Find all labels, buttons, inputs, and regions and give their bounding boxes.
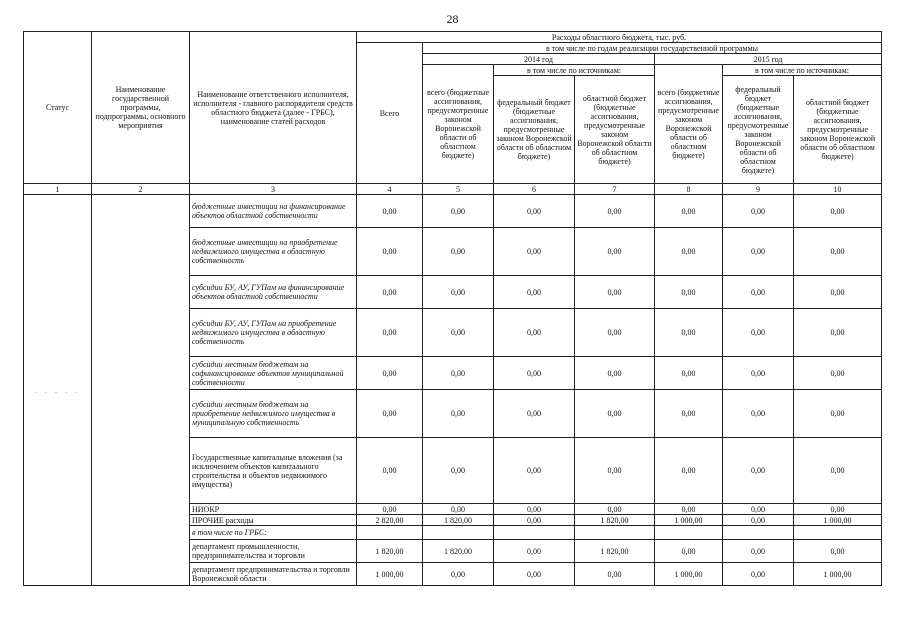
value-cell: 0,00 bbox=[357, 276, 423, 309]
value-cell: 0,00 bbox=[655, 540, 723, 563]
row-label: бюджетные инвестиции на финансирование объектов областной собственности bbox=[190, 195, 357, 228]
value-cell: 0,00 bbox=[494, 390, 575, 438]
value-cell bbox=[494, 526, 575, 540]
value-cell: 0,00 bbox=[357, 438, 423, 504]
value-cell: 0,00 bbox=[494, 540, 575, 563]
row-label: департамент промышленности, предпринимательства и торговли bbox=[190, 540, 357, 563]
value-cell: 1 000,00 bbox=[655, 563, 723, 586]
header-year-2015: 2015 год bbox=[655, 54, 882, 65]
col-number: 7 bbox=[575, 184, 655, 195]
value-cell: 0,00 bbox=[723, 276, 794, 309]
value-cell: 0,00 bbox=[723, 357, 794, 390]
value-cell: 0,00 bbox=[723, 438, 794, 504]
value-cell: 0,00 bbox=[655, 438, 723, 504]
value-cell: 0,00 bbox=[723, 504, 794, 515]
page-number: 28 bbox=[446, 12, 459, 26]
budget-table bbox=[23, 31, 882, 586]
value-cell: 0,00 bbox=[494, 563, 575, 586]
col-number: 9 bbox=[723, 184, 794, 195]
value-cell: 0,00 bbox=[723, 195, 794, 228]
table-row bbox=[24, 195, 882, 228]
value-cell: 0,00 bbox=[655, 228, 723, 276]
value-cell bbox=[655, 526, 723, 540]
header-2015-regional: областной бюджет (бюджетные ассигнования, предусмотренные законом Воронежской области об областном бюджете) bbox=[794, 76, 882, 184]
value-cell: 0,00 bbox=[794, 276, 882, 309]
status-cell: . . . . . bbox=[24, 195, 92, 586]
value-cell: 0,00 bbox=[494, 515, 575, 526]
value-cell: 0,00 bbox=[794, 438, 882, 504]
header-by-years: в том числе по годам реализации государственной программы bbox=[423, 43, 882, 54]
value-cell: 0,00 bbox=[794, 228, 882, 276]
row-label: НИОКР bbox=[190, 504, 357, 515]
value-cell: 0,00 bbox=[357, 504, 423, 515]
value-cell: 0,00 bbox=[655, 357, 723, 390]
row-label: департамент предпринимательства и торговли Воронежской области bbox=[190, 563, 357, 586]
value-cell: 0,00 bbox=[423, 504, 494, 515]
value-cell bbox=[723, 526, 794, 540]
value-cell: 0,00 bbox=[357, 195, 423, 228]
value-cell: 1 820,00 bbox=[357, 540, 423, 563]
value-cell: 0,00 bbox=[423, 438, 494, 504]
value-cell: 0,00 bbox=[723, 309, 794, 357]
value-cell: 1 820,00 bbox=[423, 540, 494, 563]
value-cell: 0,00 bbox=[575, 563, 655, 586]
value-cell: 0,00 bbox=[357, 309, 423, 357]
value-cell: 0,00 bbox=[655, 276, 723, 309]
value-cell: 0,00 bbox=[423, 276, 494, 309]
value-cell: 0,00 bbox=[423, 390, 494, 438]
value-cell: 0,00 bbox=[794, 357, 882, 390]
value-cell: 0,00 bbox=[494, 504, 575, 515]
value-cell: 0,00 bbox=[794, 195, 882, 228]
value-cell: 0,00 bbox=[494, 438, 575, 504]
value-cell: 0,00 bbox=[423, 228, 494, 276]
header-2014-regional: областной бюджет (бюджетные ассигнования, предусмотренные законом Воронежской области об областном бюджете) bbox=[575, 76, 655, 184]
value-cell bbox=[423, 526, 494, 540]
row-label: субсидии местным бюджетам на приобретение недвижимого имущества в муниципальную собственность bbox=[190, 390, 357, 438]
value-cell: 0,00 bbox=[494, 309, 575, 357]
value-cell: 0,00 bbox=[575, 390, 655, 438]
value-cell: 1 000,00 bbox=[357, 563, 423, 586]
value-cell: 0,00 bbox=[357, 228, 423, 276]
header-program-name: Наименование государственной программы, подпрограммы, основного мероприятия bbox=[92, 32, 190, 184]
value-cell: 0,00 bbox=[423, 195, 494, 228]
row-label: бюджетные инвестиции на приобретение недвижимого имущества в областную собственность bbox=[190, 228, 357, 276]
col-number: 8 bbox=[655, 184, 723, 195]
value-cell: 1 000,00 bbox=[794, 563, 882, 586]
col-number: 1 bbox=[24, 184, 92, 195]
value-cell: 0,00 bbox=[494, 195, 575, 228]
value-cell: 0,00 bbox=[494, 276, 575, 309]
row-label: ПРОЧИЕ расходы bbox=[190, 515, 357, 526]
value-cell: 0,00 bbox=[655, 504, 723, 515]
header-2014-all: всего (бюджетные ассигнования, предусмотренные законом Воронежской области об областном бюджете) bbox=[423, 65, 494, 184]
value-cell: 0,00 bbox=[357, 357, 423, 390]
row-label: в том числе по ГРБС: bbox=[190, 526, 357, 540]
value-cell: 0,00 bbox=[723, 540, 794, 563]
header-total: Всего bbox=[357, 43, 423, 184]
value-cell: 0,00 bbox=[357, 390, 423, 438]
row-label: субсидии местным бюджетам на софинансирование объектов муниципальной собственности bbox=[190, 357, 357, 390]
value-cell: 0,00 bbox=[575, 357, 655, 390]
value-cell: 0,00 bbox=[494, 357, 575, 390]
col-number: 4 bbox=[357, 184, 423, 195]
value-cell: 0,00 bbox=[423, 309, 494, 357]
col-number: 2 bbox=[92, 184, 190, 195]
header-2015-all: всего (бюджетные ассигнования, предусмотренные законом Воронежской области об областном бюджете) bbox=[655, 65, 723, 184]
value-cell: 1 820,00 bbox=[575, 540, 655, 563]
value-cell: 0,00 bbox=[423, 563, 494, 586]
header-year-2014: 2014 год bbox=[423, 54, 655, 65]
value-cell: 1 820,00 bbox=[575, 515, 655, 526]
row-label: субсидии БУ, АУ, ГУПам на финансирование объектов областной собственности bbox=[190, 276, 357, 309]
value-cell bbox=[357, 526, 423, 540]
header-title: Расходы областного бюджета, тыс. руб. bbox=[357, 32, 882, 43]
value-cell: 0,00 bbox=[794, 540, 882, 563]
value-cell: 0,00 bbox=[423, 357, 494, 390]
value-cell: 0,00 bbox=[655, 390, 723, 438]
value-cell bbox=[575, 526, 655, 540]
value-cell: 0,00 bbox=[655, 309, 723, 357]
value-cell: 0,00 bbox=[723, 515, 794, 526]
row-label: Государственные капитальные вложения (за исключением объектов капитального строительства и объектов недвижимого имущества) bbox=[190, 438, 357, 504]
value-cell bbox=[794, 526, 882, 540]
value-cell: 0,00 bbox=[723, 563, 794, 586]
header-2014-sources: в том числе по источникам: bbox=[494, 65, 655, 76]
value-cell: 0,00 bbox=[575, 276, 655, 309]
value-cell: 0,00 bbox=[655, 195, 723, 228]
value-cell: 0,00 bbox=[575, 438, 655, 504]
value-cell: 0,00 bbox=[794, 504, 882, 515]
value-cell: 0,00 bbox=[575, 504, 655, 515]
value-cell: 0,00 bbox=[494, 228, 575, 276]
value-cell: 0,00 bbox=[794, 390, 882, 438]
header-2014-federal: федеральный бюджет (бюджетные ассигнования, предусмотренные законом Воронежской области об областном бюджете) bbox=[494, 76, 575, 184]
value-cell: 0,00 bbox=[575, 195, 655, 228]
header-status: Статус bbox=[24, 32, 92, 184]
col-number: 3 bbox=[190, 184, 357, 195]
value-cell: 2 820,00 bbox=[357, 515, 423, 526]
header-executor: Наименование ответственного исполнителя, исполнителя - главного распорядителя средств областного бюджета (далее - ГРБС), наименование статей расходов bbox=[190, 32, 357, 184]
column-numbers-row bbox=[24, 184, 882, 195]
header-2015-federal: федеральный бюджет (бюджетные ассигнования, предусмотренные законом Воронежской области об областном бюджете) bbox=[723, 76, 794, 184]
col-number: 5 bbox=[423, 184, 494, 195]
col-number: 6 bbox=[494, 184, 575, 195]
value-cell: 1 000,00 bbox=[655, 515, 723, 526]
program-name-cell bbox=[92, 195, 190, 586]
row-label: субсидии БУ, АУ, ГУПам на приобретение недвижимого имущества в областную собственность bbox=[190, 309, 357, 357]
col-number: 10 bbox=[794, 184, 882, 195]
value-cell: 0,00 bbox=[723, 228, 794, 276]
header-2015-sources: в том числе по источникам: bbox=[723, 65, 882, 76]
value-cell: 0,00 bbox=[723, 390, 794, 438]
value-cell: 0,00 bbox=[794, 309, 882, 357]
value-cell: 1 820,00 bbox=[423, 515, 494, 526]
value-cell: 0,00 bbox=[575, 228, 655, 276]
value-cell: 0,00 bbox=[575, 309, 655, 357]
value-cell: 1 000,00 bbox=[794, 515, 882, 526]
